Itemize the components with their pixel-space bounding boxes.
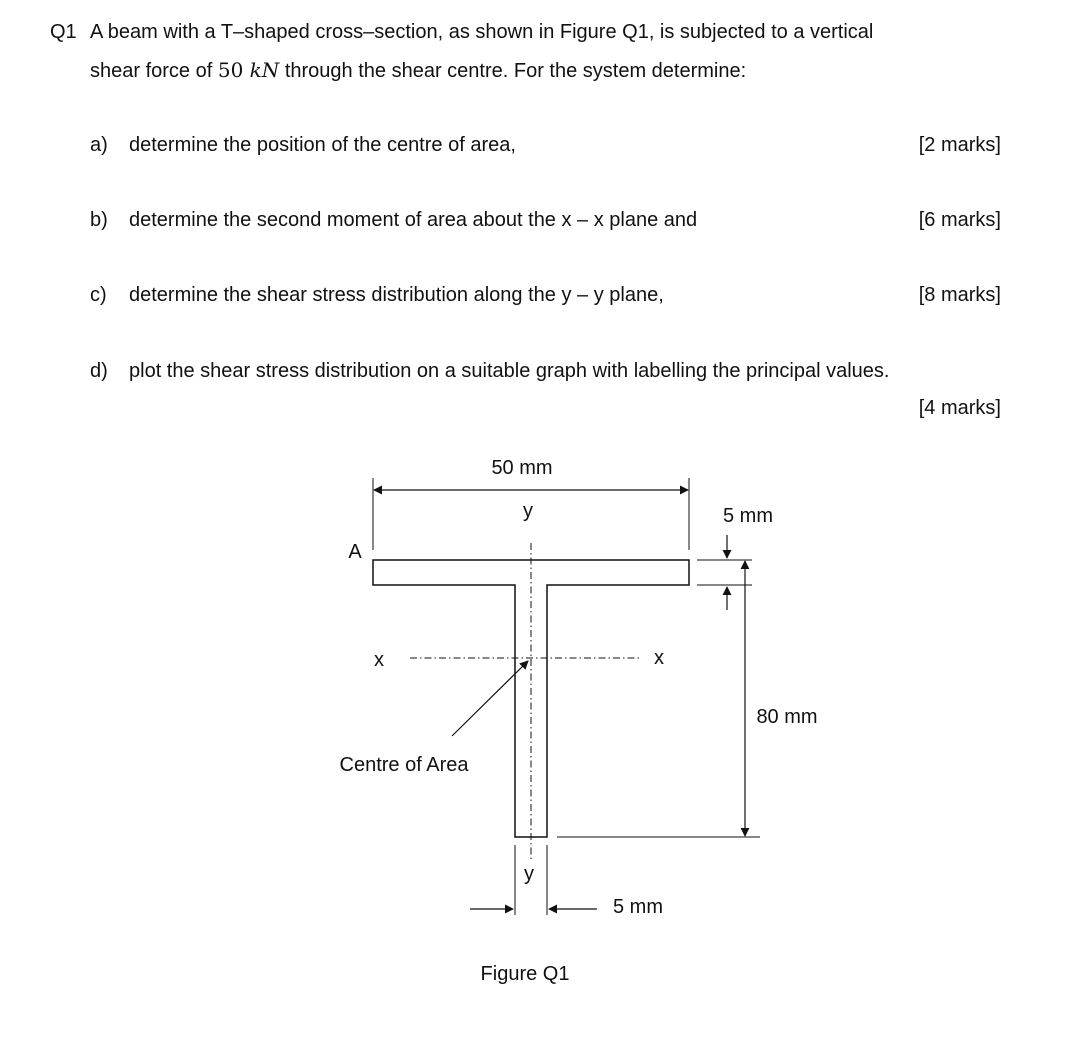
y-axis-label-bottom: y xyxy=(524,863,534,885)
part-a-label: a) xyxy=(90,134,108,156)
web-thickness-label: 5 mm xyxy=(613,896,663,918)
part-c-label: c) xyxy=(90,284,107,306)
x-axis-label-right: x xyxy=(654,647,664,669)
flange-thickness-label: 5 mm xyxy=(723,505,773,527)
question-line-1: A beam with a T–shaped cross–section, as shown in Figure Q1, is subjected to a vertical xyxy=(90,21,874,43)
y-axis-label-top: y xyxy=(523,500,533,522)
centroid-label: Centre of Area xyxy=(339,754,469,776)
question-line-2-post: through the shear centre. For the system determine: xyxy=(279,60,747,82)
shear-force-unit: kN xyxy=(249,58,280,82)
question-number: Q1 xyxy=(50,21,77,43)
figure-caption: Figure Q1 xyxy=(480,963,570,985)
part-a-marks: [2 marks] xyxy=(918,134,1001,156)
part-d-label: d) xyxy=(90,360,108,382)
centroid-leader-arrow xyxy=(452,661,528,736)
shear-force-value: 50 xyxy=(217,58,244,82)
question-line-2-pre: shear force of xyxy=(90,60,218,82)
part-d-text: plot the shear stress distribution on a suitable graph with labelling the principal values. xyxy=(129,360,890,382)
depth-label: 80 mm xyxy=(756,706,818,728)
part-b-text: determine the second moment of area about the x – x plane and xyxy=(129,209,698,231)
part-a-text: determine the position of the centre of area, xyxy=(129,134,516,156)
point-a-label: A xyxy=(348,541,362,563)
part-c-marks: [8 marks] xyxy=(918,284,1001,306)
x-axis-label-left: x xyxy=(374,649,384,671)
flange-width-label: 50 mm xyxy=(491,457,553,479)
part-b-label: b) xyxy=(90,209,108,231)
part-b-marks: [6 marks] xyxy=(918,209,1001,231)
part-c-text: determine the shear stress distribution along the y – y plane, xyxy=(129,284,664,306)
part-d-marks: [4 marks] xyxy=(918,397,1001,419)
